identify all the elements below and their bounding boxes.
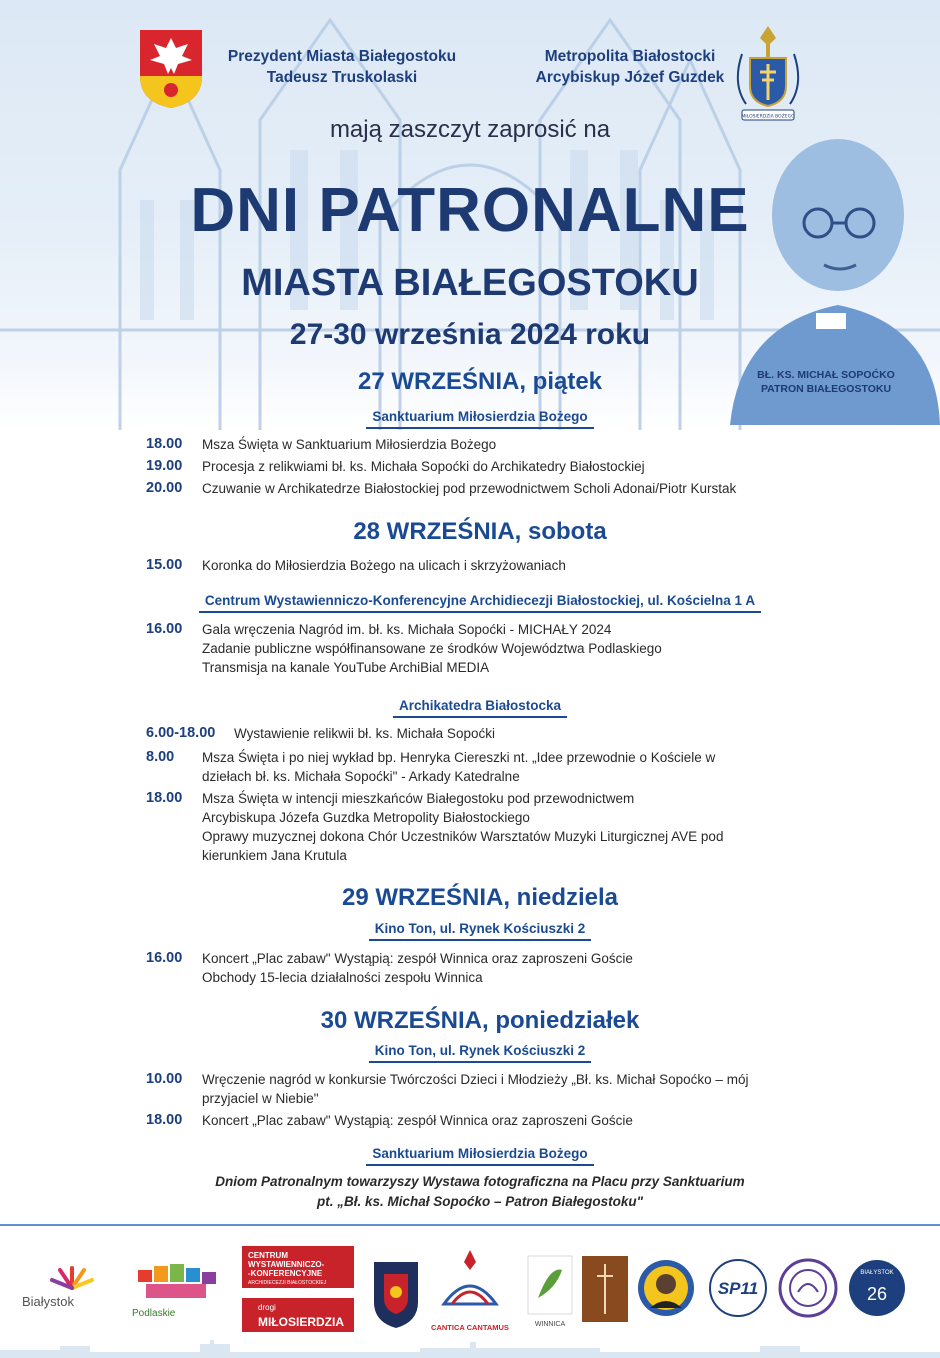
event-row bbox=[146, 949, 826, 987]
school-emblem bbox=[780, 1260, 836, 1316]
event-desc: Wręczenie nagród w konkursie Twórczości Dzieci i Młodzieży „Bł. ks. Michał Sopoćko – mój bbox=[202, 1072, 749, 1087]
mayor-invitation bbox=[212, 46, 472, 88]
event-desc: Koncert „Plac zabaw" Wystąpią: zespół Winnica oraz zaproszeni Goście bbox=[202, 1113, 633, 1128]
event-row bbox=[146, 748, 826, 786]
venue-label: Sanktuarium Miłosierdzia Bożego bbox=[366, 1146, 593, 1166]
event-time: 6.00-18.00 bbox=[146, 725, 216, 741]
event-time: 18.00 bbox=[146, 436, 183, 452]
event-desc: przyjaciel w Niebie" bbox=[202, 1091, 319, 1106]
venue-label: Kino Ton, ul. Rynek Kościuszki 2 bbox=[369, 921, 592, 941]
event-row bbox=[146, 479, 826, 498]
drogi-milosierdzia-logo bbox=[242, 1298, 354, 1332]
church-logo bbox=[582, 1256, 628, 1322]
bialystok-coat-of-arms bbox=[138, 28, 204, 110]
day-heading-28: 28 WRZEŚNIA, sobota bbox=[353, 518, 607, 545]
event-desc: dziełach bł. ks. Michała Sopoćki" - Arkady Katedralne bbox=[202, 769, 520, 784]
arch-motto: MIŁOSIERDZIA BOŻEGO bbox=[741, 114, 795, 120]
venue-label: Archikatedra Białostocka bbox=[393, 698, 567, 718]
event-time: 10.00 bbox=[146, 1071, 183, 1087]
event-time: 18.00 bbox=[146, 1112, 183, 1128]
bialystok-text: Białystok bbox=[22, 1294, 75, 1309]
subtitle: MIASTA BIAŁEGOSTOKU bbox=[241, 262, 699, 304]
mayor-title: Prezydent Miasta Białegostoku bbox=[227, 48, 457, 65]
day-heading-27: 27 WRZEŚNIA, piątek bbox=[357, 368, 603, 395]
event-desc: kierunkiem Jana Krutula bbox=[202, 848, 347, 863]
archbishop-invitation bbox=[520, 46, 740, 88]
venue-label: Kino Ton, ul. Rynek Kościuszki 2 bbox=[369, 1043, 592, 1063]
venue-centrum bbox=[0, 592, 940, 613]
badge-number: 26 bbox=[866, 1284, 888, 1304]
centrum-line-3: -KONFERENCYJNE bbox=[248, 1269, 323, 1278]
event-row bbox=[146, 457, 826, 476]
event-row bbox=[146, 724, 826, 743]
school-26-badge bbox=[849, 1260, 905, 1316]
cantica-text: CANTICA CANTAMUS bbox=[431, 1323, 509, 1332]
event-desc: Zadanie publiczne współfinansowane ze środków Województwa Podlaskiego bbox=[202, 641, 662, 656]
podlaskie-text: Podlaskie bbox=[132, 1308, 176, 1319]
event-row bbox=[146, 620, 826, 677]
venue-label: Centrum Wystawienniczo-Konferencyjne Archidiecezji Białostockiej, ul. Kościelna 1 A bbox=[199, 593, 761, 613]
event-row bbox=[146, 435, 826, 454]
event-time: 16.00 bbox=[146, 621, 183, 637]
archbishop-title: Metropolita Białostocki bbox=[544, 48, 716, 65]
patron-role: PATRON BIAŁEGOSTOKU bbox=[760, 383, 892, 395]
day-heading-29: 29 WRZEŚNIA, niedziela bbox=[341, 884, 619, 911]
mayor-name: Tadeusz Truskolaski bbox=[266, 69, 418, 86]
winnica-logo bbox=[528, 1256, 572, 1328]
archbishop-name: Arcybiskup Józef Guzdek bbox=[535, 69, 725, 86]
event-desc: Procesja z relikwiami bł. ks. Michała Sopoćki do Archikatedry Białostockiej bbox=[202, 459, 645, 474]
event-desc: Arcybiskupa Józefa Guzdka Metropolity Białostockiego bbox=[202, 810, 530, 825]
centrum-line-4: ARCHIDIECEZJI BIAŁOSTOCKIEJ bbox=[248, 1280, 327, 1286]
event-desc: Msza Święta w Sanktuarium Miłosierdzia Bożego bbox=[202, 437, 497, 452]
venue-day-29 bbox=[0, 920, 940, 941]
event-desc: Obchody 15-lecia działalności zespołu Winnica bbox=[202, 970, 483, 985]
intro-text: mają zaszczyt zaprosić na bbox=[329, 116, 611, 143]
event-time: 8.00 bbox=[146, 749, 175, 765]
event-time: 20.00 bbox=[146, 480, 183, 496]
winnica-text: WINNICA bbox=[534, 1321, 566, 1328]
closing-note bbox=[0, 1172, 940, 1212]
bialystok-logo bbox=[22, 1268, 92, 1309]
event-desc: Koncert „Plac zabaw" Wystąpią: zespół Winnica oraz zaproszeni Goście bbox=[202, 951, 633, 966]
sopocko-medallion bbox=[638, 1260, 694, 1316]
centrum-line-2: WYSTAWIENNICZO- bbox=[248, 1260, 325, 1269]
event-desc: Oprawy muzycznej dokona Chór Uczestników Warsztatów Muzyki Liturgicznej AVE pod bbox=[202, 829, 724, 844]
event-desc: Wystawienie relikwii bł. ks. Michała Sopoćki bbox=[234, 726, 495, 741]
archbishop-coat-of-arms bbox=[732, 24, 804, 124]
event-time: 16.00 bbox=[146, 950, 183, 966]
event-desc: Transmisja na kanale YouTube ArchiBial MEDIA bbox=[202, 660, 490, 675]
event-time: 19.00 bbox=[146, 458, 183, 474]
badge-top-text: BIAŁYSTOK bbox=[860, 1270, 894, 1276]
drogi-line-1: drogi bbox=[258, 1303, 276, 1312]
venue-day-30 bbox=[0, 1042, 940, 1063]
closing-line-1: Dniom Patronalnym towarzyszy Wystawa fotograficzna na Placu przy Sanktuarium bbox=[215, 1174, 745, 1189]
sp11-logo bbox=[710, 1260, 766, 1316]
venue-sanktuarium-exhibition bbox=[0, 1145, 940, 1166]
venue-day-27 bbox=[0, 408, 940, 429]
day-heading-30: 30 WRZEŚNIA, poniedziałek bbox=[320, 1007, 640, 1034]
event-time: 15.00 bbox=[146, 557, 183, 573]
fire-service-badge bbox=[374, 1262, 418, 1328]
centrum-logo bbox=[242, 1246, 354, 1288]
city-skyline bbox=[0, 1336, 940, 1358]
centrum-line-1: CENTRUM bbox=[248, 1251, 288, 1260]
event-desc: Msza Święta w intencji mieszkańców Białegostoku pod przewodnictwem bbox=[202, 791, 635, 806]
event-row bbox=[146, 556, 826, 575]
drogi-line-2: MIŁOSIERDZIA bbox=[258, 1315, 344, 1329]
event-desc: Msza Święta i po niej wykład bp. Henryka Ciereszki nt. „Idee przewodnie o Kościele w bbox=[202, 750, 716, 765]
patron-name: BŁ. KS. MICHAŁ SOPOĆKO bbox=[757, 369, 895, 381]
closing-line-2: pt. „Bł. ks. Michał Sopoćko – Patron Białegostoku" bbox=[317, 1194, 643, 1209]
podlaskie-logo bbox=[132, 1264, 216, 1319]
event-desc: Koronka do Miłosierdzia Bożego na ulicach i skrzyżowaniach bbox=[202, 558, 566, 573]
main-title: DNI PATRONALNE bbox=[190, 176, 750, 245]
event-row bbox=[146, 789, 826, 865]
footer-divider bbox=[0, 1224, 940, 1226]
cantica-cantamus-logo bbox=[431, 1250, 509, 1332]
event-desc: Czuwanie w Archikatedrze Białostockiej pod przewodnictwem Scholi Adonai/Piotr Kurstak bbox=[202, 481, 737, 496]
event-desc: Gala wręczenia Nagród im. bł. ks. Michała Sopoćki - MICHAŁY 2024 bbox=[202, 622, 612, 637]
venue-archikatedra bbox=[0, 697, 940, 718]
event-row bbox=[146, 1070, 826, 1108]
event-time: 18.00 bbox=[146, 790, 183, 806]
date-range: 27-30 września 2024 roku bbox=[289, 318, 651, 351]
sp11-text: SP11 bbox=[717, 1279, 759, 1298]
event-row bbox=[146, 1111, 826, 1130]
venue-label: Sanktuarium Miłosierdzia Bożego bbox=[366, 409, 593, 429]
